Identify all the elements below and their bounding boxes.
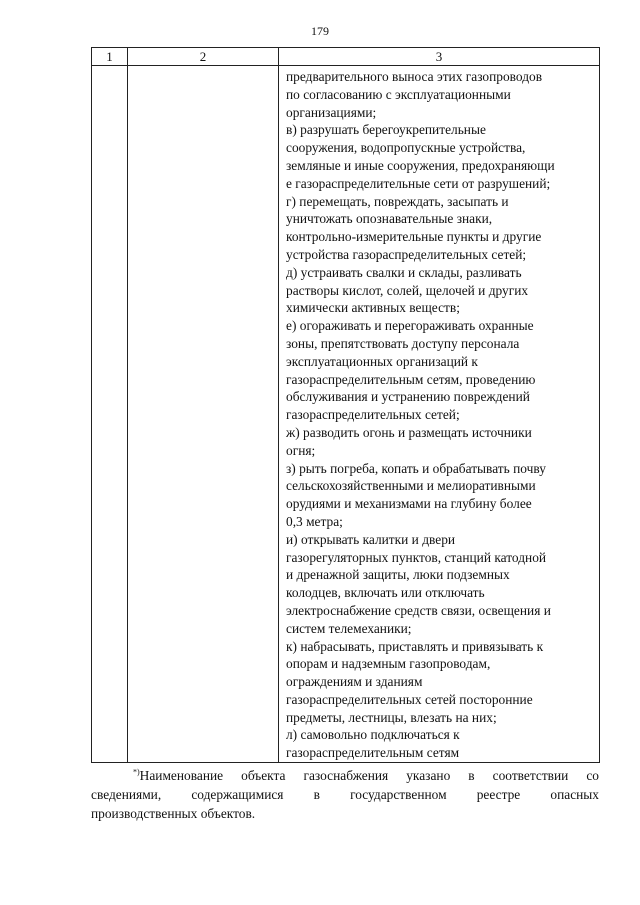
footnote-line-3: производственных объектов. [91, 806, 256, 821]
text-line: предварительного выноса этих газопроводов [286, 69, 543, 84]
footnote-text: Наименование объекта газоснабжения указано в соответствии со [139, 768, 599, 783]
text-line: в) разрушать берегоукрепительные [286, 122, 486, 138]
footnote-line-1 [91, 766, 599, 785]
text-line: газораспределительных сетей; [286, 407, 460, 423]
text-line: газорегуляторных пунктов, станций катодной [286, 549, 547, 565]
footnote-line-2: сведениями, содержащимися в государственном реестре опасных [91, 787, 599, 802]
text-line: химически активных веществ; [286, 300, 460, 316]
text-line: к) набрасывать, приставлять и привязывать к [286, 638, 544, 654]
text-line: з) рыть погреба, копать и обрабатывать почву [286, 460, 546, 476]
footnote [91, 766, 599, 823]
text-line: огня; [286, 442, 316, 458]
text-line: организациями; [286, 104, 377, 120]
table-header-row [92, 48, 600, 66]
text-line: газораспределительным сетям [286, 745, 460, 761]
text-line: е) огораживать и перегораживать охранные [286, 318, 534, 334]
text-line: газораспределительных сетей посторонние [286, 691, 533, 707]
text-line: эксплуатационных организаций к [286, 353, 478, 369]
column-header-1: 1 [92, 48, 128, 66]
footnote-marker: *) [133, 767, 140, 777]
table-cell-col3 [279, 66, 600, 763]
text-line: ж) разводить огонь и размещать источники [286, 424, 532, 440]
table-cell-col1 [92, 66, 128, 763]
text-line: газораспределительным сетям, проведению [286, 371, 536, 387]
text-line: растворы кислот, солей, щелочей и других [286, 282, 529, 298]
text-line: устройства газораспределительных сетей; [286, 246, 527, 262]
text-line: л) самовольно подключаться к [286, 727, 460, 743]
page-number: 179 [311, 24, 329, 38]
text-line: д) устраивать свалки и склады, разливать [286, 264, 522, 280]
text-line: сооружения, водопропускные устройства, [286, 140, 526, 156]
text-line: контрольно-измерительные пункты и другие [286, 229, 542, 245]
text-line: обслуживания и устранению повреждений [286, 389, 530, 405]
text-line: по согласованию с эксплуатационными [286, 86, 511, 102]
text-line: сельскохозяйственными и мелиоративными [286, 478, 536, 494]
table-cell-col2 [128, 66, 279, 763]
text-line: зоны, препятствовать доступу персонала [286, 335, 520, 351]
text-line: 0,3 метра; [286, 513, 343, 529]
text-line: и дренажной защиты, люки подземных [286, 567, 510, 583]
column-header-3: 3 [279, 48, 600, 66]
table-row [92, 66, 600, 763]
text-line: ограждениям и зданиям [286, 674, 423, 690]
text-line: систем телемеханики; [286, 620, 412, 636]
text-line: орудиями и механизмами на глубину более [286, 496, 532, 512]
column-header-2: 2 [128, 48, 279, 66]
text-line: е газораспределительные сети от разрушений; [286, 175, 551, 191]
text-line: электроснабжение средств связи, освещения и [286, 602, 551, 618]
text-line: и) открывать калитки и двери [286, 531, 456, 547]
text-line: колодцев, включать или отключать [286, 585, 485, 601]
text-line: опорам и надземным газопроводам, [286, 656, 491, 672]
document-table [91, 47, 600, 763]
text-line: земляные и иные сооружения, предохраняющи [286, 157, 555, 173]
text-line: уничтожать опознавательные знаки, [286, 211, 493, 227]
text-line: г) перемещать, повреждать, засыпать и [286, 193, 509, 209]
text-line: предметы, лестницы, влезать на них; [286, 709, 497, 725]
